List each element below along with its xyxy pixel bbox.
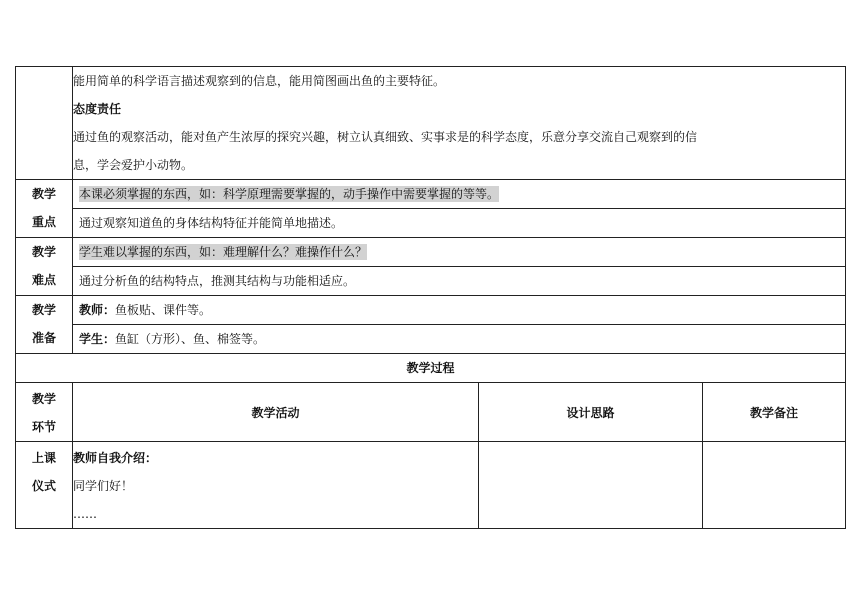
key-points-hint: 本课必须掌握的东西，如：科学原理需要掌握的，动手操作中需要掌握的等等。 xyxy=(79,187,500,201)
lesson-plan-table xyxy=(15,66,846,529)
student-items: 鱼缸（方形）、鱼、棉签等。 xyxy=(115,332,266,346)
stage-header: 教学 环节 xyxy=(16,383,73,442)
key-points-row xyxy=(16,180,846,238)
activity-header: 教学活动 xyxy=(73,383,479,442)
process-title-row xyxy=(16,354,846,383)
activity-line: 同学们好！ xyxy=(73,479,134,493)
key-points-text: 通过观察知道鱼的身体结构特征并能简单地描述。 xyxy=(79,216,344,230)
difficulties-hint: 学生难以掌握的东西，如：难理解什么？难操作什么？ xyxy=(79,245,368,259)
key-points-hint-cell xyxy=(73,180,845,209)
difficulties-content xyxy=(73,238,846,296)
stage-cell: 上课 仪式 xyxy=(16,442,73,529)
notes-header: 教学备注 xyxy=(703,383,846,442)
preparation-row xyxy=(16,296,846,354)
teacher-items: 鱼板贴、课件等。 xyxy=(115,303,212,317)
objectives-line: 能用简单的科学语言描述观察到的信息，能用简图画出鱼的主要特征。 xyxy=(73,74,446,88)
activity-line: …… xyxy=(73,507,97,521)
difficulties-label: 教学 难点 xyxy=(16,238,73,296)
process-header-row xyxy=(16,383,846,442)
difficulties-row xyxy=(16,238,846,296)
key-points-label: 教学 重点 xyxy=(16,180,73,238)
activity-heading: 教师自我介绍： xyxy=(73,451,158,465)
attitude-line: 息，学会爱护小动物。 xyxy=(73,158,194,172)
difficulties-text: 通过分析鱼的结构特点，推测其结构与功能相适应。 xyxy=(79,274,356,288)
attitude-line: 通过鱼的观察活动，能对鱼产生浓厚的探究兴趣，树立认真细致、实事求是的科学态度，乐意分享交流自己观察到的信 xyxy=(73,130,698,144)
process-row xyxy=(16,442,846,529)
objectives-row xyxy=(16,67,846,180)
process-title: 教学过程 xyxy=(16,354,846,383)
preparation-teacher xyxy=(73,296,845,325)
preparation-content xyxy=(73,296,846,354)
objectives-label-cell xyxy=(16,67,73,180)
preparation-student xyxy=(73,325,845,353)
difficulties-hint-cell xyxy=(73,238,845,267)
objectives-content xyxy=(73,67,846,180)
design-cell xyxy=(479,442,703,529)
student-label: 学生： xyxy=(79,332,116,346)
preparation-label: 教学 准备 xyxy=(16,296,73,354)
teacher-label: 教师： xyxy=(79,303,116,317)
key-points-content xyxy=(73,180,846,238)
activity-cell xyxy=(73,442,479,529)
design-header: 设计思路 xyxy=(479,383,703,442)
notes-cell xyxy=(703,442,846,529)
attitude-heading: 态度责任 xyxy=(73,102,122,116)
